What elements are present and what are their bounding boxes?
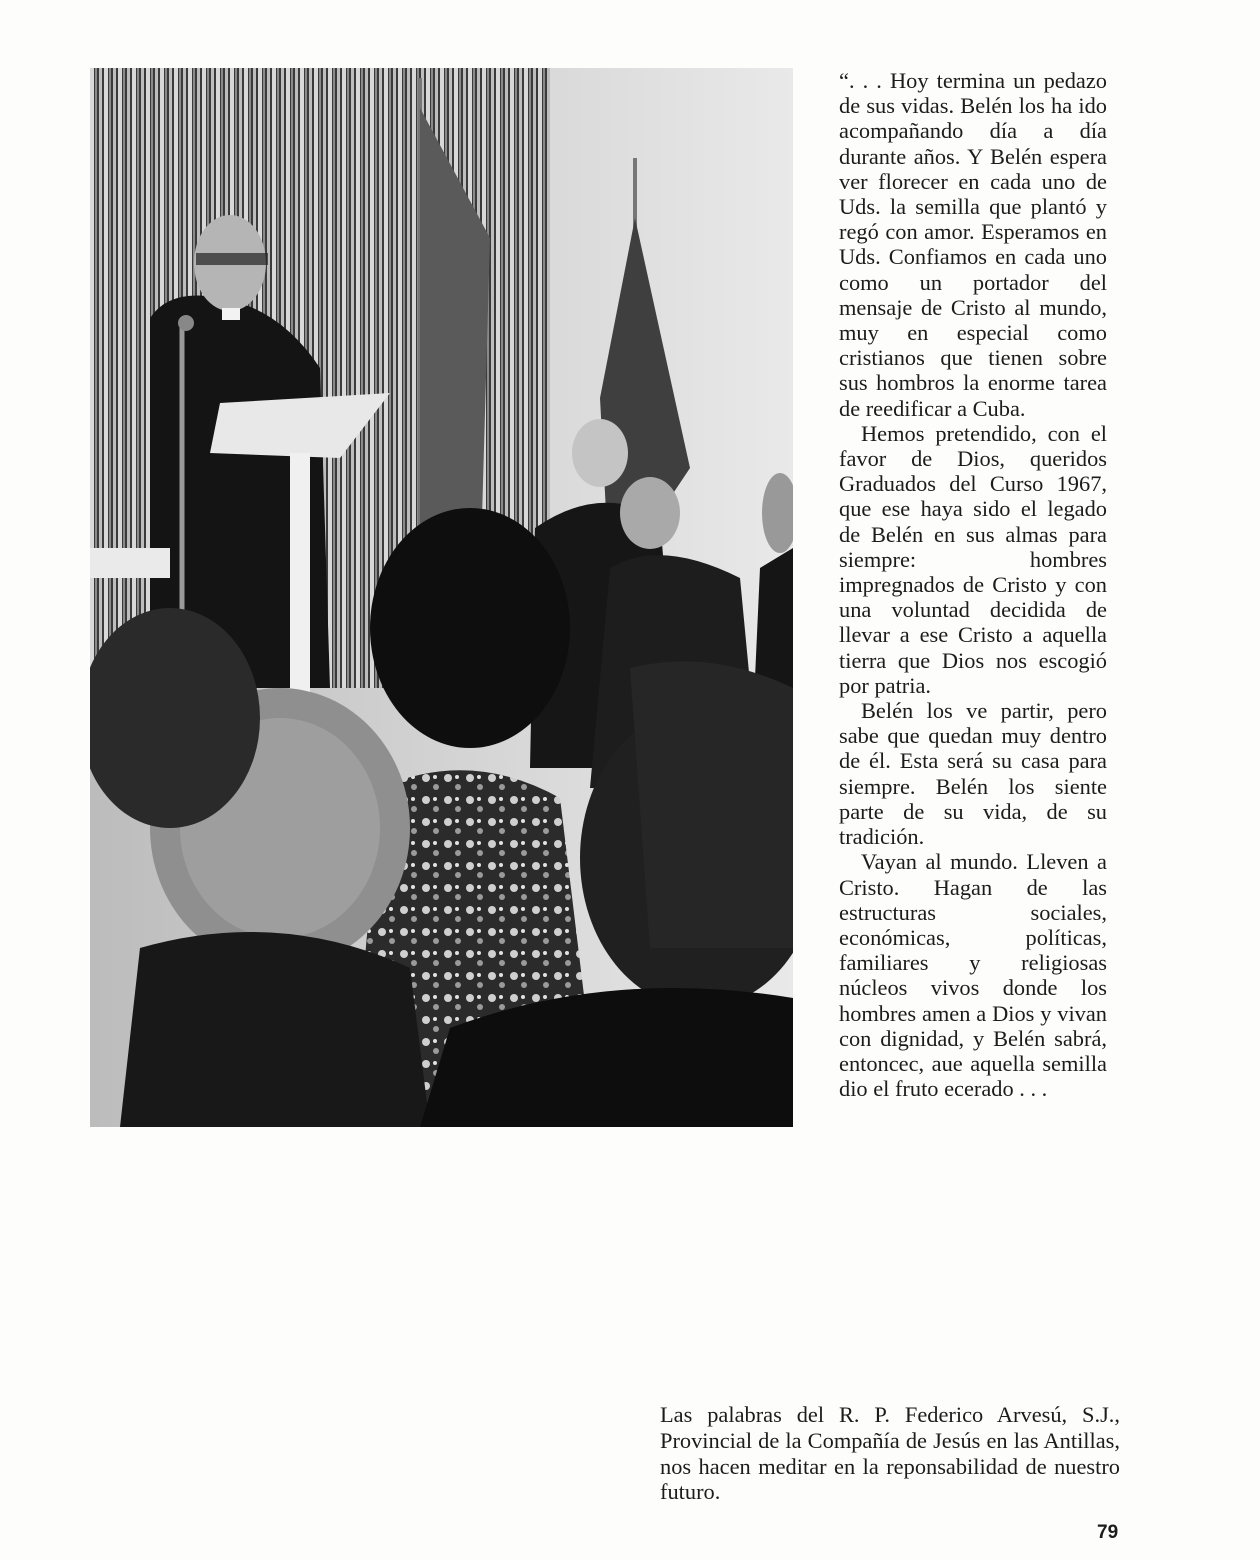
ceremony-photo xyxy=(90,68,793,1127)
quote-paragraph: “. . . Hoy termina un pedazo de sus vidas. Belén los ha ido acompañando día a día durante años. Y Belén espera ver florecer en cada uno de Uds. la semilla que plantó y regó con amor. Esperamos en Uds. Confiamos en cada uno como un portador del mensaje de Cristo al mundo, muy en especial como cristianos que tienen sobre sus hombros la enorme tarea de reedificar a Cuba. xyxy=(839,68,1107,421)
quote-paragraph: Belén los ve partir, pero sabe que quedan muy dentro de él. Esta será su casa para siempre. Belén los siente parte de su vida, de su tradición. xyxy=(839,698,1107,850)
photo-caption: Las palabras del R. P. Federico Arvesú, S.J., Provincial de la Compañía de Jesús en las Antillas, nos hacen meditar en la reponsabilidad de nuestro futuro. xyxy=(660,1402,1120,1505)
page-number: 79 xyxy=(1097,1522,1119,1543)
quote-paragraph: Hemos pretendido, con el favor de Dios, queridos Graduados del Curso 1967, que ese haya sido el legado de Belén en sus almas para siempre: hombres impregnados de Cristo y con una voluntad decidida de llevar a ese Cristo a aquella tierra que Dios nos escogió por patria. xyxy=(839,420,1107,698)
quote-paragraph: Vayan al mundo. Lleven a Cristo. Hagan de las estructuras sociales, económicas, políticas, familiares y religiosas núcleos vivos donde los hombres amen a Dios y vivan con dignidad, y Belén sabrá, entoncec, aue aquella semilla dio el fruto ecerado . . . xyxy=(839,849,1107,1102)
speech-quote xyxy=(839,68,1107,1101)
